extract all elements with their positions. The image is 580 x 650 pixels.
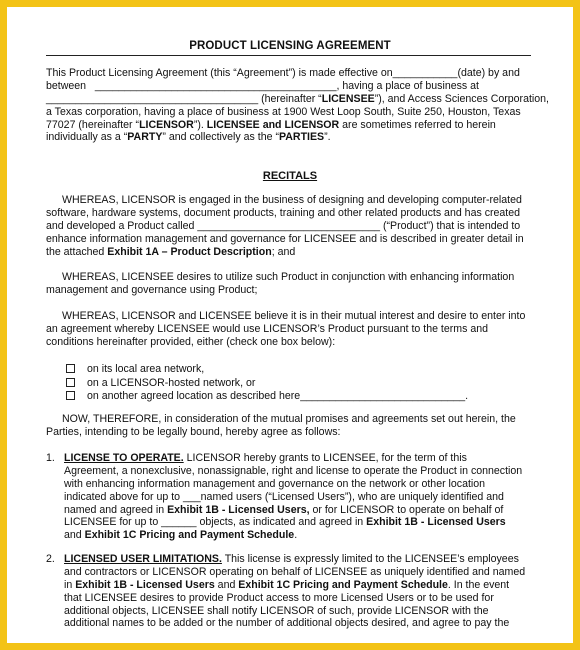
section1-text: named and agreed in <box>64 503 168 516</box>
section1-line-1 <box>64 452 554 465</box>
recitals-heading: RECITALS <box>262 170 318 182</box>
title-rule <box>46 55 531 56</box>
section1-line-3: with enhancing information management and governance on the network or other location <box>64 477 486 490</box>
checkbox-option-hosted-network[interactable] <box>66 377 468 391</box>
intro-line-1 <box>46 67 546 80</box>
intro-text: (hereinafter “ <box>261 92 322 105</box>
checkbox-icon[interactable] <box>66 378 75 387</box>
whereas-paragraph-3 <box>46 310 546 349</box>
intro-paragraph <box>46 67 549 144</box>
intro-text: ”), and Access Sciences Corporation, <box>374 92 549 105</box>
now-line-1: NOW, THEREFORE, in consideration of the mutual promises and agreements set out herein, the <box>62 413 516 425</box>
now-line-2: Parties, intending to be legally bound, hereby agree as follows: <box>46 425 341 438</box>
intro-text: ” and collectively as the “ <box>162 131 279 144</box>
whereas3-line-3: conditions hereinafter provided, either (check one box below): <box>46 335 336 348</box>
section-1-number: 1. <box>46 452 55 464</box>
now-therefore-paragraph <box>46 413 546 439</box>
section2-text: . In the event <box>447 578 510 591</box>
section2-line-4: that LICENSEE desires to provide Product access to more Licensed Users or to be used for <box>64 591 494 604</box>
section1-text: . <box>294 529 298 542</box>
section2-line-3 <box>64 579 554 592</box>
exhibit-1b-ref: Exhibit 1B - Licensed Users <box>366 516 506 529</box>
checkbox-option-other-location[interactable] <box>66 390 468 404</box>
section2-text: This license is expressly limited to the LICENSEE’s employees <box>221 553 519 565</box>
section2-line-1 <box>64 553 554 566</box>
intro-line-4: a Texas corporation, having a place of business at 1900 West Loop South, Suite 250, Houston, Texas <box>46 105 521 118</box>
whereas1-line-1: WHEREAS, LICENSOR is engaged in the business of designing and developing computer-related <box>62 194 522 206</box>
section2-text: in <box>64 578 76 591</box>
intro-line-5 <box>46 119 546 132</box>
address-blank: ____________________________________ <box>46 92 259 105</box>
checkbox-label: on its local area network, <box>87 363 205 375</box>
whereas1-text: ; and <box>271 245 296 258</box>
user-count-blank: ___ <box>182 490 201 503</box>
exhibit-1c-ref: Exhibit 1C Pricing and Payment Schedule <box>238 578 448 591</box>
section1-text: or for LICENSOR to operate on behalf of <box>309 503 504 516</box>
checkbox-icon[interactable] <box>66 364 75 373</box>
intro-text: ”. <box>324 131 331 144</box>
whereas1-line-5 <box>46 246 546 259</box>
section1-text: and <box>64 529 85 542</box>
section1-line-4 <box>64 491 554 504</box>
party-term: PARTY <box>127 131 163 144</box>
whereas-paragraph-1 <box>46 194 546 258</box>
page-title: PRODUCT LICENSING AGREEMENT <box>189 40 391 52</box>
intro-line-2 <box>46 80 546 93</box>
intro-text: individually as a “ <box>46 131 128 144</box>
whereas1-line-4: enhance information management and governance for LICENSEE and is described in greater detail in <box>46 232 524 245</box>
document-page <box>14 14 566 636</box>
exhibit-1a-ref: Exhibit 1A – Product Description <box>107 245 272 258</box>
section-2-body <box>64 553 554 630</box>
section-2-heading: LICENSED USER LIMITATIONS. <box>64 553 222 565</box>
checkbox-icon[interactable] <box>66 391 75 400</box>
whereas1-line-2: software, hardware systems, document products, training and other related products and has created <box>46 206 521 219</box>
section1-line-6 <box>64 516 554 529</box>
whereas2-line-1: WHEREAS, LICENSEE desires to utilize such Product in conjunction with enhancing information <box>62 271 515 283</box>
intro-text: 77027 (hereinafter “ <box>46 118 140 131</box>
intro-text: This Product Licensing Agreement (this “Agreement”) is made effective on <box>46 67 393 79</box>
section2-line-5: additional objects, LICENSEE shall notify LICENSOR of such, provide LICENSOR with the <box>64 604 489 617</box>
whereas1-line-3 <box>46 220 546 233</box>
exhibit-1b-ref: Exhibit 1B - Licensed Users, <box>167 503 310 516</box>
checkbox-label: on another agreed location as described here <box>87 390 301 402</box>
whereas3-line-2: an agreement whereby LICENSEE would use LICENSOR’s Product pursuant to the terms and <box>46 322 489 335</box>
licensee-term: LICENSEE <box>321 92 375 105</box>
section-1-heading: LICENSE TO OPERATE. <box>64 452 184 464</box>
product-name-blank: _______________________________ <box>197 219 381 232</box>
intro-text: between <box>46 79 87 92</box>
licensee-name-blank: _________________________________________ <box>94 79 337 92</box>
section1-line-2: Agreement, a nonexclusive, nonassignable, right and license to operate the Product in connection <box>64 464 523 477</box>
whereas3-line-1: WHEREAS, LICENSOR and LICENSEE believe it is in their mutual interest and desire to enter into <box>62 310 526 322</box>
whereas1-text: (“Product”) that is intended to <box>380 219 521 232</box>
section1-text: LICENSOR hereby grants to LICENSEE, for the term of this <box>183 452 467 464</box>
whereas1-text: and developed a Product called <box>46 219 195 232</box>
section-1-body <box>64 452 554 542</box>
checkbox-label: on a LICENSOR-hosted network, or <box>87 376 256 389</box>
section-2-number: 2. <box>46 553 55 565</box>
parties-defined-term: PARTIES <box>278 131 325 144</box>
whereas2-line-2: management and governance using Product; <box>46 283 258 296</box>
whereas-paragraph-2 <box>46 271 546 297</box>
section1-text: LICENSEE for up to <box>64 516 162 529</box>
parties-term: LICENSEE and LICENSOR <box>206 118 340 131</box>
section1-text: named users (“Licensed Users”), who are uniquely identified and <box>200 490 504 503</box>
section1-text: indicated above for up to <box>64 490 183 503</box>
location-checkbox-list <box>66 363 468 404</box>
checkbox-option-local-network[interactable] <box>66 363 468 377</box>
section2-line-2: and contractors or LICENSOR operating on behalf of LICENSEE as uniquely identified and named <box>64 565 526 578</box>
whereas1-text: the attached <box>46 245 108 258</box>
licensor-term: LICENSOR <box>139 118 194 131</box>
exhibit-1c-ref: Exhibit 1C Pricing and Payment Schedule <box>84 529 295 542</box>
section1-text: objects, as indicated and agreed in <box>196 516 367 529</box>
intro-line-3 <box>46 92 549 106</box>
section2-line-6: additional names to be added or the number of additional objects desired, and agree to pay the <box>64 617 510 630</box>
intro-line-6 <box>46 131 546 144</box>
intro-text: ”). <box>193 118 207 131</box>
section1-line-5 <box>64 504 554 517</box>
section1-line-7 <box>64 529 554 542</box>
intro-text: are sometimes referred to herein <box>339 118 496 131</box>
location-blank: ____________________________. <box>300 390 469 402</box>
intro-text: (date) by and <box>457 67 520 79</box>
exhibit-1b-ref: Exhibit 1B - Licensed Users <box>75 578 215 591</box>
date-blank: ___________ <box>392 67 458 79</box>
section2-text: and <box>214 578 239 591</box>
object-count-blank: ______ <box>161 516 197 529</box>
intro-text: , having a place of business at <box>336 79 479 92</box>
